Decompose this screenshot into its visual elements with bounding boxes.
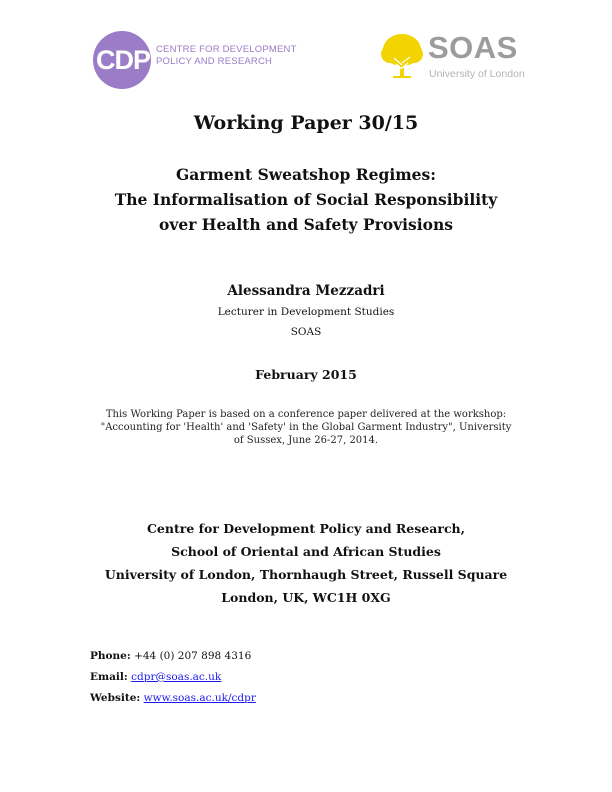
- soas-logo-subtitle: University of London: [429, 68, 525, 80]
- title-line-1: Garment Sweatshop Regimes:: [176, 165, 436, 184]
- cdpr-logo: [93, 31, 297, 91]
- soas-logo-word: SOAS: [428, 30, 518, 65]
- email-link[interactable]: cdpr@soas.ac.uk: [131, 671, 222, 683]
- address-line-3: University of London, Thornhaugh Street, Russell Square: [104, 567, 508, 582]
- website-row: [90, 688, 256, 709]
- email-row: [90, 667, 256, 688]
- phone-label: Phone:: [90, 650, 131, 662]
- address-line-1: Centre for Development Policy and Research,: [146, 521, 465, 536]
- website-link[interactable]: www.soas.ac.uk/cdpr: [143, 692, 256, 704]
- paper-title: [0, 162, 612, 237]
- conference-note: This Working Paper is based on a conference paper delivered at the workshop: "Accounting for 'Health' and 'Safety' in the Global Garment Industry", University of Sussex, June 26-27, 2014.: [100, 409, 512, 446]
- author-institution: SOAS: [290, 326, 322, 338]
- tree-icon: [381, 33, 423, 79]
- title-line-3: over Health and Safety Provisions: [159, 215, 453, 234]
- phone-value: +44 (0) 207 898 4316: [134, 650, 252, 662]
- cdpr-name-line-1: CENTRE FOR DEVELOPMENT: [156, 44, 297, 55]
- author-role: Lecturer in Development Studies: [217, 306, 395, 318]
- title-line-2: The Informalisation of Social Responsibility: [114, 190, 498, 209]
- author-name: Alessandra Mezzadri: [227, 283, 385, 299]
- publication-date: February 2015: [255, 367, 357, 382]
- contact-block: [90, 646, 256, 709]
- working-paper-number: Working Paper 30/15: [193, 112, 419, 134]
- address-line-2: School of Oriental and African Studies: [171, 544, 441, 559]
- address-line-4: London, UK, WC1H 0XG: [221, 590, 391, 605]
- cdpr-name-line-2: POLICY AND RESEARCH: [156, 56, 273, 67]
- address-block: [0, 517, 612, 609]
- soas-logo: [381, 30, 531, 83]
- cdpr-logo-mark: CDPR: [96, 45, 169, 75]
- cdpr-logo-name: [156, 44, 297, 68]
- website-label: Website:: [90, 692, 141, 704]
- phone-row: [90, 646, 256, 667]
- email-label: Email:: [90, 671, 128, 683]
